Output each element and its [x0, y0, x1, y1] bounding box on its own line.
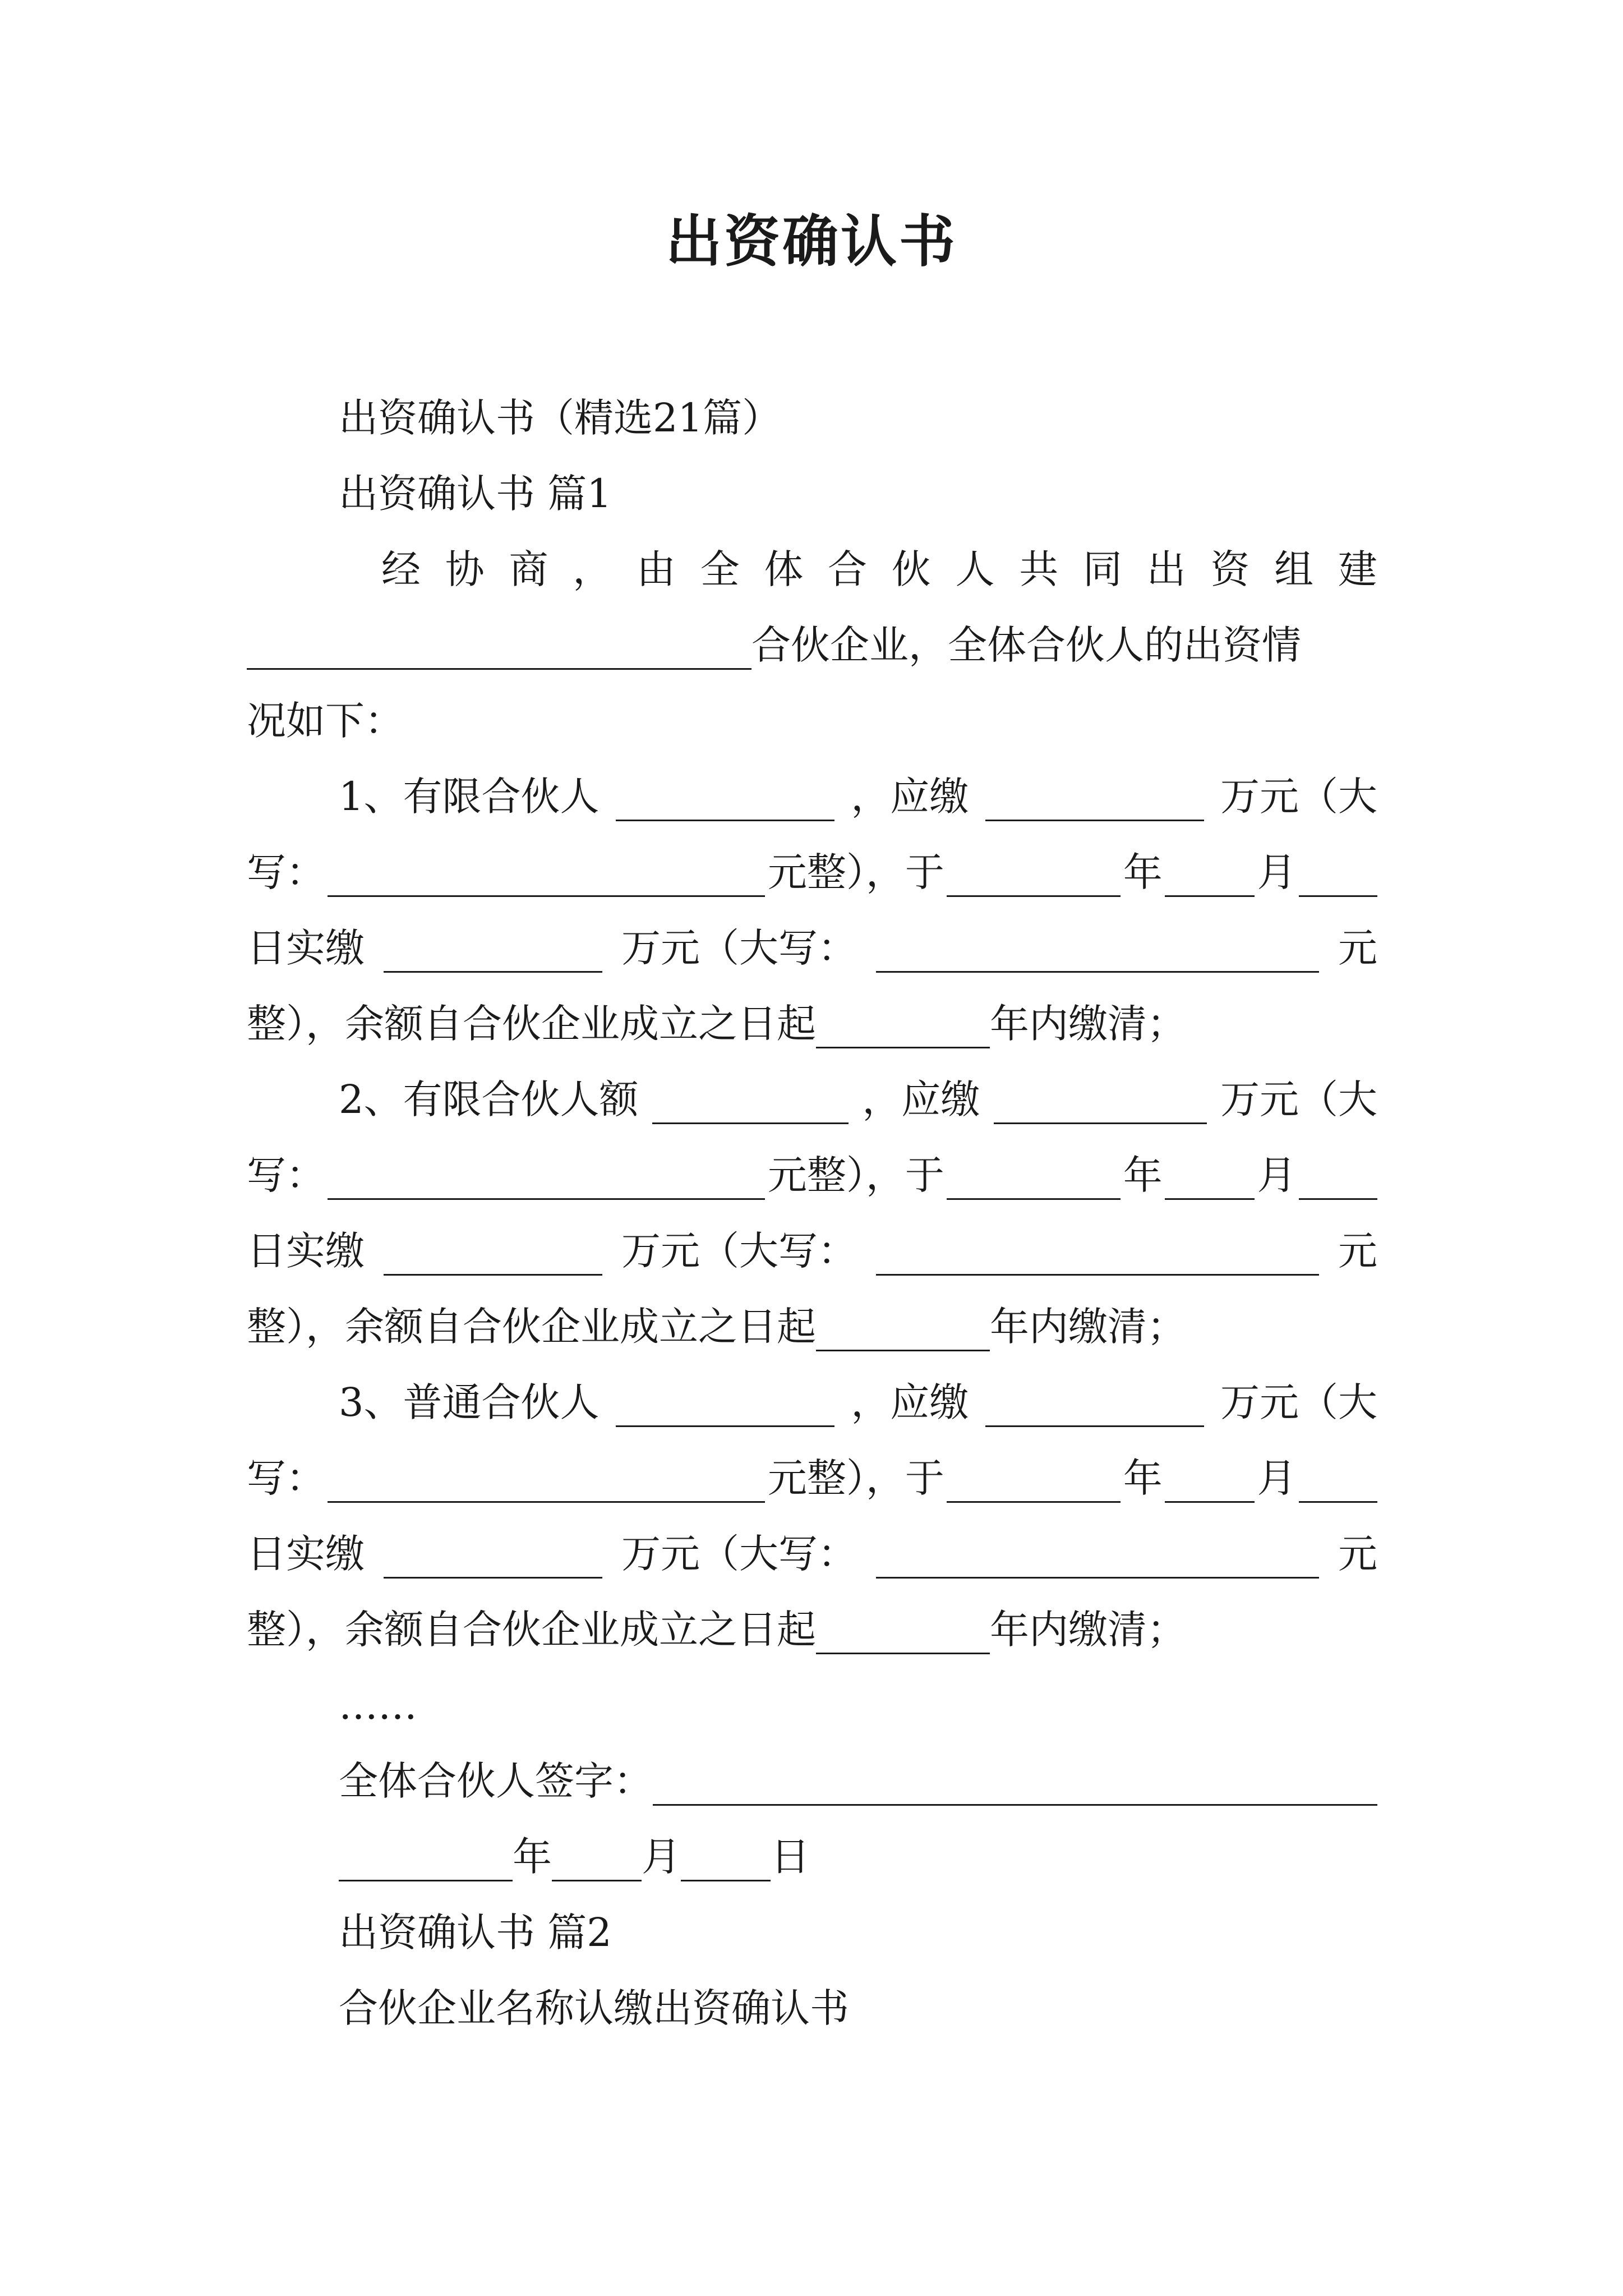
- intro-char: 共: [1019, 546, 1059, 592]
- paid-uppercase-blank[interactable]: [876, 1235, 1319, 1276]
- item-text: 万元（大: [1220, 774, 1377, 820]
- item-label: 1、有限合伙人: [339, 774, 600, 820]
- item-text: 元整），于: [767, 1152, 944, 1198]
- date-day-label: 日: [771, 1834, 810, 1880]
- item-text: ，应缴: [851, 774, 969, 820]
- date-month-blank[interactable]: [552, 1841, 642, 1881]
- year-blank[interactable]: [947, 856, 1121, 897]
- intro-char: 人: [955, 546, 995, 592]
- item-3-line-1: [339, 1372, 1377, 1433]
- amount-uppercase-blank[interactable]: [328, 1159, 765, 1200]
- intro-char: 全: [700, 546, 740, 592]
- item-1-line-1: [339, 766, 1377, 827]
- item-text: 万元（大: [1220, 1379, 1377, 1425]
- intro-char: 合: [828, 546, 868, 592]
- item-text: 元: [1338, 925, 1377, 971]
- intro-char: 协: [445, 546, 485, 592]
- signature-blank[interactable]: [653, 1765, 1377, 1806]
- item-text: 整），余额自合伙企业成立之日起: [247, 1304, 816, 1350]
- item-label: 2、有限合伙人额: [339, 1076, 639, 1122]
- item-text: 整），余额自合伙企业成立之日起: [247, 1001, 816, 1047]
- document-title: 出资确认书: [666, 208, 957, 274]
- item-text: 年内缴清；: [990, 1607, 1186, 1653]
- intro-char: 商: [509, 546, 548, 592]
- item-text: 日实缴: [247, 925, 365, 971]
- intro-text: 合伙企业，全体合伙人的出资情: [751, 622, 1301, 668]
- intro-char: 由: [636, 546, 676, 592]
- date-day-blank[interactable]: [681, 1841, 771, 1881]
- date-year-blank[interactable]: [339, 1841, 513, 1881]
- item-text: ，应缴: [862, 1076, 980, 1122]
- intro-char: 资: [1210, 546, 1250, 592]
- date-line: [339, 1826, 1377, 1888]
- item-2-line-1: [339, 1069, 1377, 1130]
- paid-amount-blank[interactable]: [384, 1538, 602, 1579]
- intro-line-2: [247, 614, 1377, 676]
- item-text: 年: [1123, 1152, 1163, 1198]
- partner-name-blank[interactable]: [652, 1083, 849, 1124]
- partner-name-blank[interactable]: [616, 1386, 834, 1427]
- item-3-line-4: [247, 1599, 1377, 1660]
- amount-due-blank[interactable]: [985, 780, 1204, 821]
- amount-uppercase-blank[interactable]: [328, 856, 765, 897]
- intro-char: 建: [1338, 546, 1377, 592]
- item-text: 写：: [247, 849, 325, 895]
- item-text: 万元（大写：: [621, 1228, 857, 1274]
- item-label: 3、普通合伙人: [339, 1379, 600, 1425]
- item-text: 万元（大: [1220, 1076, 1377, 1122]
- item-text: 年: [1123, 1455, 1163, 1501]
- year-blank[interactable]: [947, 1462, 1121, 1503]
- amount-due-blank[interactable]: [994, 1083, 1207, 1124]
- day-blank[interactable]: [1299, 1159, 1377, 1200]
- year-blank[interactable]: [947, 1159, 1121, 1200]
- item-text: 年: [1123, 849, 1163, 895]
- date-year-label: 年: [513, 1834, 552, 1880]
- item-text: 写：: [247, 1152, 325, 1198]
- month-blank[interactable]: [1165, 1159, 1255, 1200]
- amount-due-blank[interactable]: [985, 1386, 1204, 1427]
- item-1-line-4: [247, 993, 1377, 1055]
- partner-name-blank[interactable]: [616, 780, 834, 821]
- ellipsis: ……: [339, 1682, 417, 1728]
- item-2-line-2: [247, 1144, 1377, 1206]
- item-text: 整），余额自合伙企业成立之日起: [247, 1607, 816, 1653]
- date-month-label: 月: [642, 1834, 681, 1880]
- item-2-line-3: [247, 1220, 1377, 1282]
- signature-line: [339, 1750, 1377, 1812]
- month-blank[interactable]: [1165, 856, 1255, 897]
- paid-uppercase-blank[interactable]: [876, 1538, 1319, 1579]
- years-blank[interactable]: [816, 1613, 990, 1654]
- month-blank[interactable]: [1165, 1462, 1255, 1503]
- item-3-line-3: [247, 1523, 1377, 1585]
- item-text: 元: [1338, 1531, 1377, 1577]
- amount-uppercase-blank[interactable]: [328, 1462, 765, 1503]
- day-blank[interactable]: [1299, 1462, 1377, 1503]
- item-text: 元整），于: [767, 849, 944, 895]
- item-1-line-3: [247, 917, 1377, 979]
- paid-amount-blank[interactable]: [384, 1235, 602, 1276]
- item-1-line-2: [247, 841, 1377, 903]
- item-text: 年内缴清；: [990, 1001, 1186, 1047]
- item-text: 写：: [247, 1455, 325, 1501]
- day-blank[interactable]: [1299, 856, 1377, 897]
- item-text: ，应缴: [851, 1379, 969, 1425]
- chapter-2-heading: 出资确认书 篇2: [339, 1910, 612, 1955]
- intro-line-1: [381, 539, 1377, 600]
- years-blank[interactable]: [816, 1310, 990, 1351]
- signature-label: 全体合伙人签字：: [339, 1758, 653, 1804]
- intro-char: 出: [1146, 546, 1186, 592]
- item-text: 万元（大写：: [621, 1531, 857, 1577]
- intro-char: 伙: [891, 546, 931, 592]
- chapter-1-heading: 出资确认书 篇1: [339, 471, 612, 517]
- item-text: 万元（大写：: [621, 925, 857, 971]
- intro-char: ，: [573, 546, 612, 592]
- item-2-line-4: [247, 1296, 1377, 1358]
- item-text: 元整），于: [767, 1455, 944, 1501]
- intro-char: 组: [1274, 546, 1314, 592]
- chapter-2-first-line: 合伙企业名称认缴出资确认书: [339, 1985, 849, 2031]
- intro-char: 同: [1082, 546, 1122, 592]
- company-name-blank[interactable]: [247, 629, 751, 670]
- item-text: 月: [1257, 1152, 1297, 1198]
- years-blank[interactable]: [816, 1007, 990, 1048]
- item-text: 月: [1257, 849, 1297, 895]
- item-text: 日实缴: [247, 1228, 365, 1274]
- item-text: 日实缴: [247, 1531, 365, 1577]
- intro-char: 经: [381, 546, 421, 592]
- subtitle: 出资确认书（精选21篇）: [339, 395, 782, 441]
- item-text: 年内缴清；: [990, 1304, 1186, 1350]
- item-text: 元: [1338, 1228, 1377, 1274]
- paid-uppercase-blank[interactable]: [876, 932, 1319, 973]
- item-text: 月: [1257, 1455, 1297, 1501]
- item-3-line-2: [247, 1447, 1377, 1509]
- intro-line-3: 况如下：: [247, 698, 404, 744]
- intro-char: 体: [764, 546, 804, 592]
- paid-amount-blank[interactable]: [384, 932, 602, 973]
